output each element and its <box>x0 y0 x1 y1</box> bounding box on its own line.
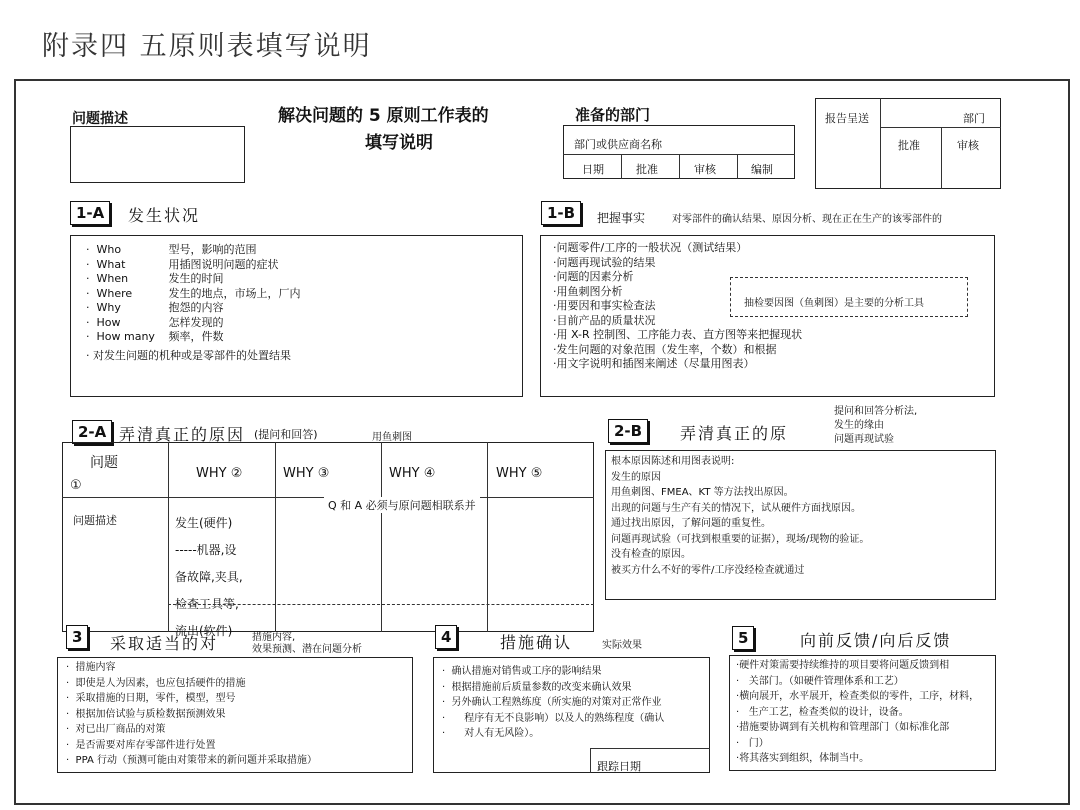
bullet: · <box>553 241 557 254</box>
section-1a-row-desc: 发生的时间 <box>168 272 224 285</box>
section-3-line <box>66 722 317 738</box>
section-1a-row-key: Where <box>96 286 133 300</box>
section-1a-row-desc: 型号，影响的范围 <box>168 243 257 256</box>
section-3-title: 采取适当的对 <box>110 634 219 653</box>
section-1a-row-key: How <box>96 315 121 329</box>
section-4-text: 确认措施对销售或工序的影响结果 <box>451 666 602 677</box>
bullet: · <box>86 286 97 300</box>
bullet: · <box>86 243 97 256</box>
side-note-2: 发生的缘由 <box>834 420 884 431</box>
bullet: · <box>66 739 76 751</box>
bullet: · <box>86 301 97 314</box>
section-5-text: 硬件对策需要持续维持的项目要将问题反馈到相 <box>739 660 950 671</box>
section-1b-text: 用鱼刺图分析 <box>556 284 623 298</box>
section-5-tag: 5 <box>732 626 754 650</box>
section-1b-tag: 1-B <box>541 201 581 225</box>
section-1b-text: 用文字说明和插图来阐述（尽量用图表） <box>556 357 755 370</box>
section-1b-title: 把握事实 <box>597 211 646 225</box>
section-5-text: 措施要协调到有关机构和管理部门（如标准化部 <box>739 722 950 733</box>
section-4-text: 另外确认工程熟练度（所实施的对策对正常作业 <box>451 697 662 708</box>
section-2b-line <box>611 532 869 548</box>
bullet: · <box>736 691 740 702</box>
bullet: · <box>553 270 557 283</box>
page-title: 附录四 五原则表填写说明 <box>42 31 372 62</box>
section-2a-title-suffix: (提问和回答) <box>254 428 318 441</box>
section-1a-row-desc: 频率，件数 <box>168 330 224 343</box>
bullet: · <box>86 315 97 329</box>
section-3-text: PPA 行动（预测可能由对策带来的新问题并采取措施） <box>75 755 317 766</box>
section-1a-row <box>86 316 301 331</box>
section-3-text: 即使是人为因素，也应包括硬件的措施 <box>75 677 246 689</box>
section-1b-text: 用 X-R 控制图、工序能力表、直方图等来把握现状 <box>556 328 803 341</box>
review-label: 审核 <box>957 139 979 152</box>
section-5-text: 横向展开，水平展开，检查类似的零件，工序，材料， <box>739 691 980 702</box>
section-1a-tag: 1-A <box>70 201 110 225</box>
section-3-text: 对已出厂商品的对策 <box>75 724 166 735</box>
section-1a-last-line: · 对发生问题的机种或是零部件的处置结果 <box>86 349 291 362</box>
section-4-line <box>442 711 664 727</box>
bullet: · <box>66 724 76 735</box>
section-3-line <box>66 676 317 692</box>
section-5-text: 门） <box>739 737 769 749</box>
section-4-text: 对人有无风险）。 <box>451 728 540 739</box>
section-2a-answer-text: 检查工具等, <box>175 597 239 611</box>
bullet: · <box>442 666 452 677</box>
col-header-why4: WHY ④ <box>389 466 436 481</box>
approve-label: 批准 <box>898 139 920 152</box>
report-to-label: 报告呈送 <box>825 112 869 125</box>
sign-col-date: 日期 <box>582 163 604 176</box>
section-2a-answer-line <box>175 510 243 537</box>
section-2b-line <box>611 501 869 517</box>
section-5-line <box>736 674 979 690</box>
section-1a-row <box>86 272 301 287</box>
section-2a-answer-line <box>175 564 243 591</box>
section-1a-row-desc: 抱怨的内容 <box>168 301 224 314</box>
section-2a-title: 弄清真正的原因 <box>119 425 246 444</box>
section-2b-line <box>611 563 869 579</box>
section-5-lines <box>736 658 979 767</box>
section-3-note-2: 效果预测、潜在问题分析 <box>252 644 362 655</box>
section-3-text: 采取措施的日期，零件，模型，型号 <box>75 693 236 704</box>
section-2a-answer-text: 发生(硬件) <box>175 516 233 530</box>
section-4-lines <box>442 664 664 742</box>
section-4-note: 实际效果 <box>602 640 642 651</box>
section-3-line <box>66 691 317 707</box>
section-1b-text: 问题零件/工序的一般状况（测试结果） <box>556 241 748 254</box>
bullet: · <box>66 693 76 704</box>
section-3-line <box>66 738 317 754</box>
section-1b-text: 发生问题的对象范围（发生率，个数）和根据 <box>556 342 777 356</box>
section-2a-answers <box>175 510 243 645</box>
bullet: · <box>66 677 76 689</box>
section-3-line <box>66 707 317 723</box>
section-2b-line <box>611 454 869 470</box>
section-2a-answer-text: -----机器,设 <box>175 543 237 557</box>
bullet: · <box>736 706 740 718</box>
section-1a-rows <box>86 243 301 345</box>
col-header-why2: WHY ② <box>196 466 243 481</box>
section-2b-text: 没有检查的原因。 <box>611 549 691 560</box>
section-2b-text: 用鱼刺图、FMEA、KT 等方法找出原因。 <box>611 487 794 498</box>
section-1a-row-desc: 发生的地点，市场上，厂内 <box>168 286 301 300</box>
sign-col-approve: 批准 <box>636 163 658 176</box>
bullet: · <box>736 737 740 749</box>
section-2b-title: 弄清真正的原 <box>680 424 789 443</box>
col-header-problem: 问题 <box>90 455 118 471</box>
section-3-notes <box>252 632 362 656</box>
section-1a-row-key: When <box>96 272 129 285</box>
form-title-line2: 填写说明 <box>365 133 433 153</box>
section-4-line <box>442 726 664 742</box>
bullet: · <box>736 753 740 764</box>
section-5-line <box>736 720 979 736</box>
section-2a-row-label: 问题描述 <box>73 514 117 527</box>
section-2a-note: 用鱼刺图 <box>372 432 412 443</box>
section-3-lines <box>66 660 317 769</box>
bullet: · <box>553 357 557 370</box>
col-header-why5: WHY ⑤ <box>496 466 543 481</box>
section-2a-answer-text: 备故障,夹具, <box>175 570 243 584</box>
problem-description-label: 问题描述 <box>72 111 128 127</box>
section-1b-line <box>553 328 802 343</box>
section-1a-row-desc: 怎样发现的 <box>168 315 224 329</box>
section-1a-row <box>86 287 301 302</box>
sign-col-review: 审核 <box>694 163 716 176</box>
col-header-problem-num: ① <box>70 478 82 493</box>
supplier-label: 部门或供应商名称 <box>574 138 662 151</box>
section-4-title: 措施确认 <box>500 633 573 652</box>
section-2b-line <box>611 470 869 486</box>
section-1a-last-line-text: 对发生问题的机种或是零部件的处置结果 <box>93 349 291 362</box>
bullet: · <box>736 660 740 671</box>
section-3-note-1: 措施内容, <box>252 632 296 643</box>
bullet: · <box>66 662 76 673</box>
section-1a-row-key: Why <box>96 301 121 314</box>
section-4-text: 根据措施前后质量参数的改变来确认效果 <box>451 681 632 693</box>
section-5-line <box>736 736 979 752</box>
section-1b-line <box>553 241 802 256</box>
section-4-line <box>442 680 664 696</box>
side-note-1: 提问和回答分析法, <box>834 406 918 417</box>
section-1b-dashed-note: 抽检要因图（鱼刺图）是主要的分析工具 <box>744 298 924 309</box>
problem-description-box <box>70 126 245 183</box>
section-1a-row <box>86 301 301 316</box>
bullet: · <box>553 342 557 356</box>
section-4-sign-label: 跟踪日期 <box>597 760 641 773</box>
bullet: · <box>736 722 740 733</box>
section-2a-answer-text: 流出(软件) <box>175 624 233 638</box>
section-3-text: 措施内容 <box>75 662 116 673</box>
bullet: · <box>553 284 557 298</box>
section-2a-answer-line <box>175 537 243 564</box>
bullet: · <box>553 255 557 269</box>
section-5-line <box>736 658 979 674</box>
section-3-line <box>66 660 317 676</box>
section-5-line <box>736 689 979 705</box>
bullet: · <box>442 728 452 739</box>
section-1a-row-key: Who <box>96 243 122 256</box>
section-2b-line <box>611 516 869 532</box>
bullet: · <box>736 675 740 687</box>
bullet: · <box>86 330 97 343</box>
side-note-3: 问题再现试验 <box>834 434 894 445</box>
section-4-text: 程序有无不良影响）以及人的熟练程度（确认 <box>451 712 665 724</box>
section-5-line <box>736 705 979 721</box>
section-5-text: 关部门。（如硬件管理体系和工艺） <box>739 675 904 687</box>
section-2b-lines <box>611 454 869 578</box>
section-1a-row <box>86 243 301 258</box>
bullet: · <box>442 697 452 708</box>
section-5-text: 将其落实到组织，体制当中。 <box>739 753 870 764</box>
section-1b-subtitle: 对零部件的确认结果、原因分析、现在正在生产的该零部件的 <box>672 214 942 225</box>
section-1b-text: 问题再现试验的结果 <box>556 255 656 269</box>
bullet: · <box>86 272 97 285</box>
section-5-title: 向前反馈/向后反馈 <box>800 631 952 650</box>
bullet: · <box>442 681 452 693</box>
dept-label: 部门 <box>963 112 985 125</box>
section-1a-row-key: What <box>96 257 126 271</box>
section-1b-text: 用要因和事实检查法 <box>556 299 656 312</box>
section-4-tag: 4 <box>435 625 457 649</box>
section-2b-tag: 2-B <box>608 419 648 443</box>
section-2a-merged-note: Q 和 A 必须与原问题相联系并 <box>324 497 480 513</box>
bullet: · <box>86 257 97 271</box>
section-5-text: 生产工艺，检查类似的设计，设备。 <box>739 706 909 718</box>
bullet: · <box>553 299 557 312</box>
prep-dept-label: 准备的部门 <box>575 106 651 124</box>
section-1b-text: 问题的因素分析 <box>556 270 634 283</box>
section-1a-row-key: How many <box>96 330 155 343</box>
section-1a-title: 发生状况 <box>128 206 201 225</box>
section-1b-line <box>553 357 802 372</box>
section-1a-row-desc: 用插图说明问题的症状 <box>168 257 279 271</box>
section-2b-text: 被买方什么不好的零件/工序没经检查就通过 <box>611 564 805 576</box>
section-1b-line <box>553 343 802 358</box>
section-2b-side-notes <box>834 405 917 447</box>
section-4-line <box>442 664 664 680</box>
section-1a-row <box>86 330 301 345</box>
bullet: · <box>66 755 76 766</box>
section-2b-text: 问题再现试验（可找到根重要的证据），现场/现物的验证。 <box>611 533 870 545</box>
section-3-tag: 3 <box>66 625 88 649</box>
section-1a-row <box>86 258 301 273</box>
bullet: · <box>553 313 557 327</box>
bullet: · <box>442 712 452 724</box>
form-title-line1: 解决问题的 5 原则工作表的 <box>278 106 489 126</box>
section-4-line <box>442 695 664 711</box>
section-5-line <box>736 751 979 767</box>
section-3-text: 根据加倍试验与质检数据预测效果 <box>75 708 226 720</box>
section-2b-text: 发生的原因 <box>611 471 661 483</box>
section-2b-text: 出现的问题与生产有关的情况下，试从硬件方面找原因。 <box>611 502 861 514</box>
sign-col-prepare: 编制 <box>751 163 773 176</box>
section-2b-text: 通过找出原因，了解问题的重复性。 <box>611 518 771 529</box>
section-2b-line <box>611 547 869 563</box>
bullet: · <box>66 708 76 720</box>
section-3-text: 是否需要对库存零部件进行处置 <box>75 739 216 751</box>
col-header-why3: WHY ③ <box>283 466 330 481</box>
section-1b-text: 目前产品的质量状况 <box>556 313 656 327</box>
section-1b-line <box>553 256 802 271</box>
bullet: · <box>553 328 557 341</box>
section-2b-text: 根本原因陈述和用图表说明: <box>611 456 735 467</box>
section-3-line <box>66 753 317 769</box>
section-2a-tag: 2-A <box>72 420 112 444</box>
section-2b-line <box>611 485 869 501</box>
